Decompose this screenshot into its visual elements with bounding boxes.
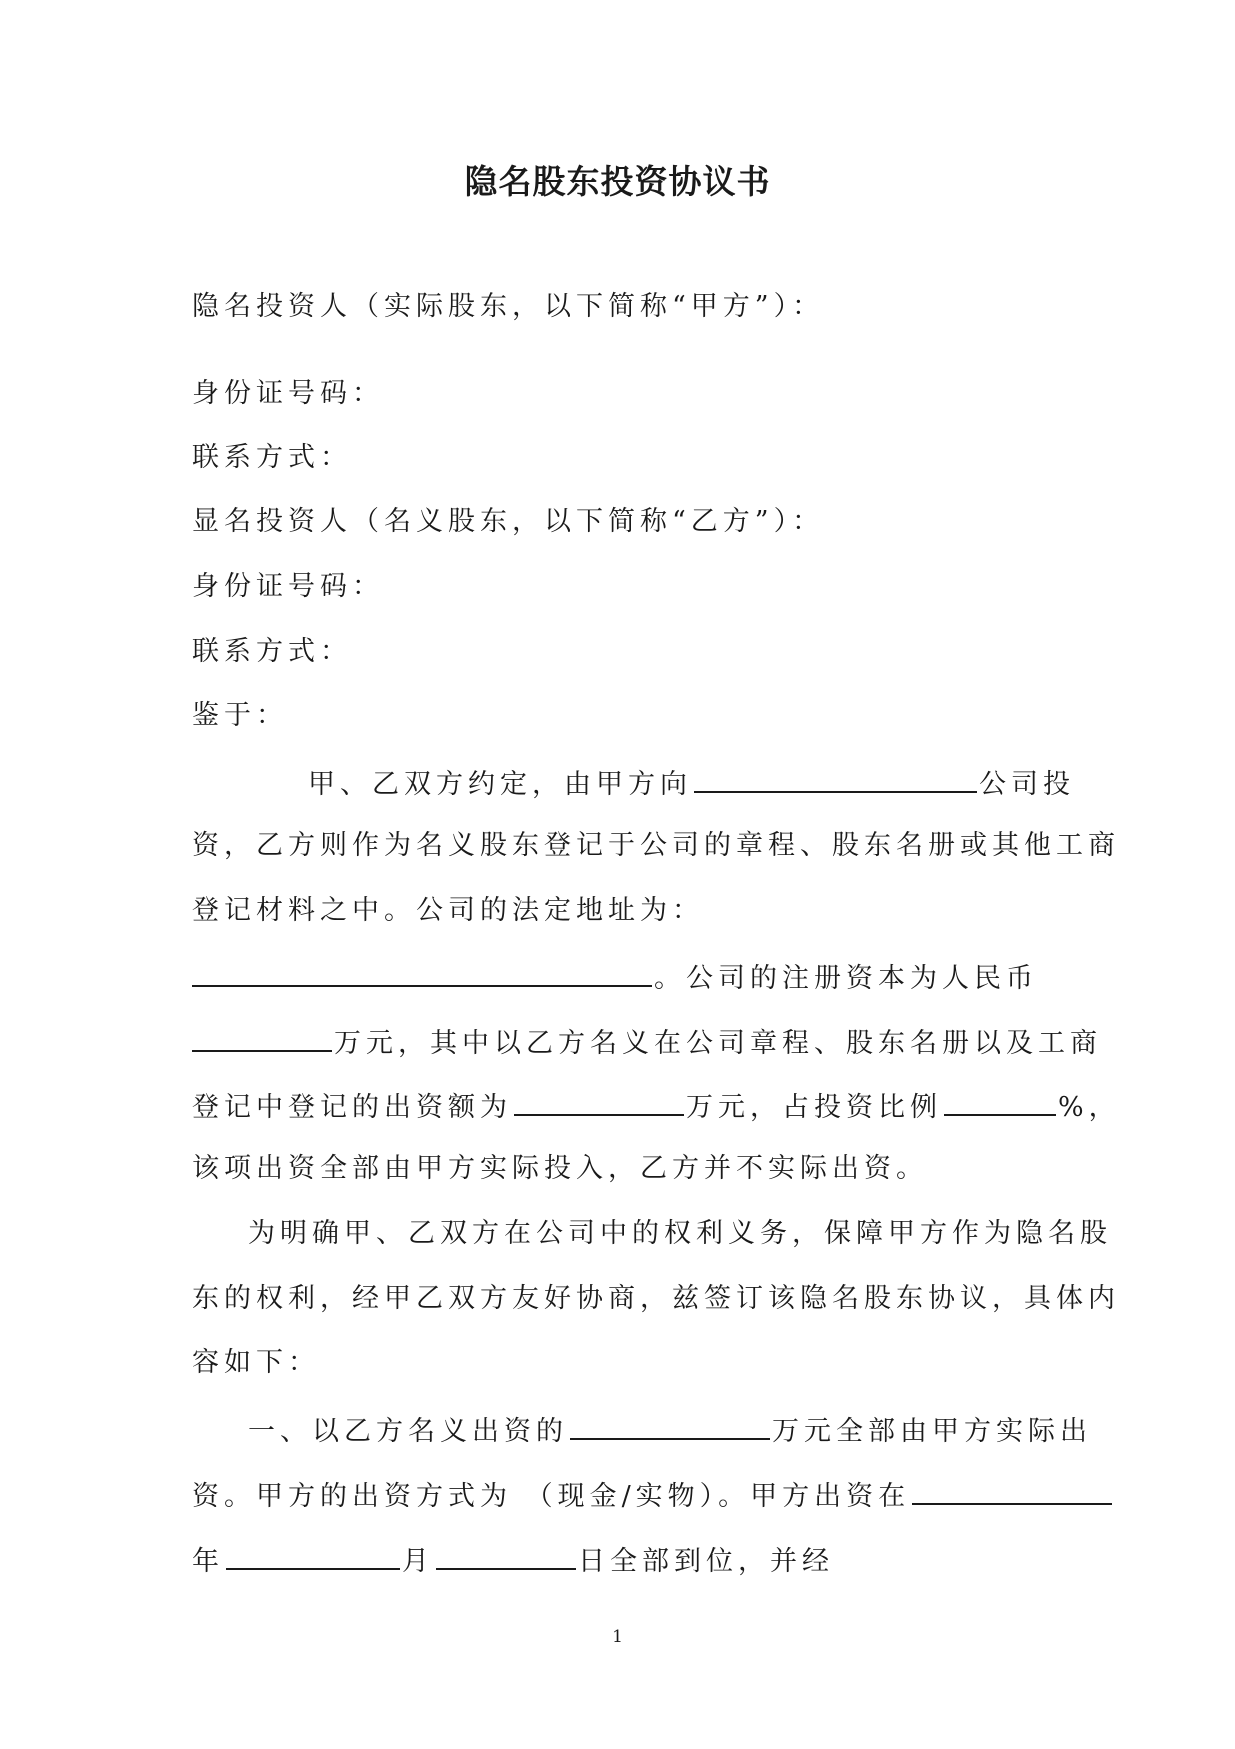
p2-line-3: 容如下： — [192, 1347, 320, 1378]
clause1-text: 一、以乙方名义出资的 — [248, 1416, 568, 1447]
party-a-label: 隐名投资人（实际股东，以下简称“甲方”）： — [192, 291, 825, 322]
p1-line-4 — [192, 955, 1038, 999]
document-title: 隐名股东投资协议书 — [464, 162, 771, 201]
party-b-label: 显名投资人（名义股东，以下简称“乙方”）： — [192, 506, 825, 537]
clause1-text: 资。甲方的出资方式为 （现金/实物）。甲方出资在 — [192, 1481, 911, 1512]
p1-text: %， — [1058, 1092, 1121, 1123]
registered-capital-blank — [192, 1020, 332, 1052]
clause1-line-2 — [192, 1473, 1114, 1517]
clause1-text: 日全部到位，并经 — [578, 1546, 834, 1577]
party-a-contact-field: 联系方式： — [192, 442, 352, 473]
p1-text: 万元，占投资比例 — [686, 1092, 942, 1123]
p1-line-3: 登记材料之中。公司的法定地址为： — [192, 895, 704, 926]
clause1-line-3 — [192, 1538, 834, 1582]
company-name-blank — [694, 761, 977, 793]
contribution-amount-blank — [570, 1408, 770, 1440]
party-b-contact-field: 联系方式： — [192, 636, 352, 667]
p1-line-2: 资，乙方则作为名义股东登记于公司的章程、股东名册或其他工商 — [192, 830, 1120, 861]
p1-text: 甲、乙双方约定，由甲方向 — [308, 769, 692, 800]
contribution-year-blank — [912, 1473, 1112, 1505]
contribution-day-blank — [436, 1538, 576, 1570]
party-a-id-field: 身份证号码： — [192, 378, 384, 409]
p1-line-6 — [192, 1084, 1121, 1128]
p2-line-2: 东的权利，经甲乙双方友好协商，兹签订该隐名股东协议，具体内 — [192, 1283, 1120, 1314]
p1-line-5 — [192, 1020, 1102, 1064]
clause1-text: 年 — [192, 1546, 224, 1577]
p1-text: 登记中登记的出资额为 — [192, 1092, 512, 1123]
p1-text: 公司投 — [979, 769, 1075, 800]
legal-address-blank — [192, 955, 652, 987]
registered-contribution-blank — [514, 1084, 684, 1116]
whereas-heading: 鉴于： — [192, 700, 288, 731]
clause1-line-1 — [248, 1408, 1092, 1452]
p1-line-1 — [308, 761, 1075, 805]
clause1-text: 万元全部由甲方实际出 — [772, 1416, 1092, 1447]
p1-line-7: 该项出资全部由甲方实际投入，乙方并不实际出资。 — [192, 1153, 928, 1184]
contribution-month-blank — [226, 1538, 400, 1570]
party-b-id-field: 身份证号码： — [192, 571, 384, 602]
p1-text: 万元，其中以乙方名义在公司章程、股东名册以及工商 — [334, 1028, 1102, 1059]
p2-line-1: 为明确甲、乙双方在公司中的权利义务，保障甲方作为隐名股 — [248, 1218, 1112, 1249]
clause1-text: 月 — [402, 1546, 434, 1577]
page-number: 1 — [612, 1627, 623, 1647]
investment-ratio-blank — [944, 1084, 1056, 1116]
p1-text: 。公司的注册资本为人民币 — [654, 963, 1038, 994]
